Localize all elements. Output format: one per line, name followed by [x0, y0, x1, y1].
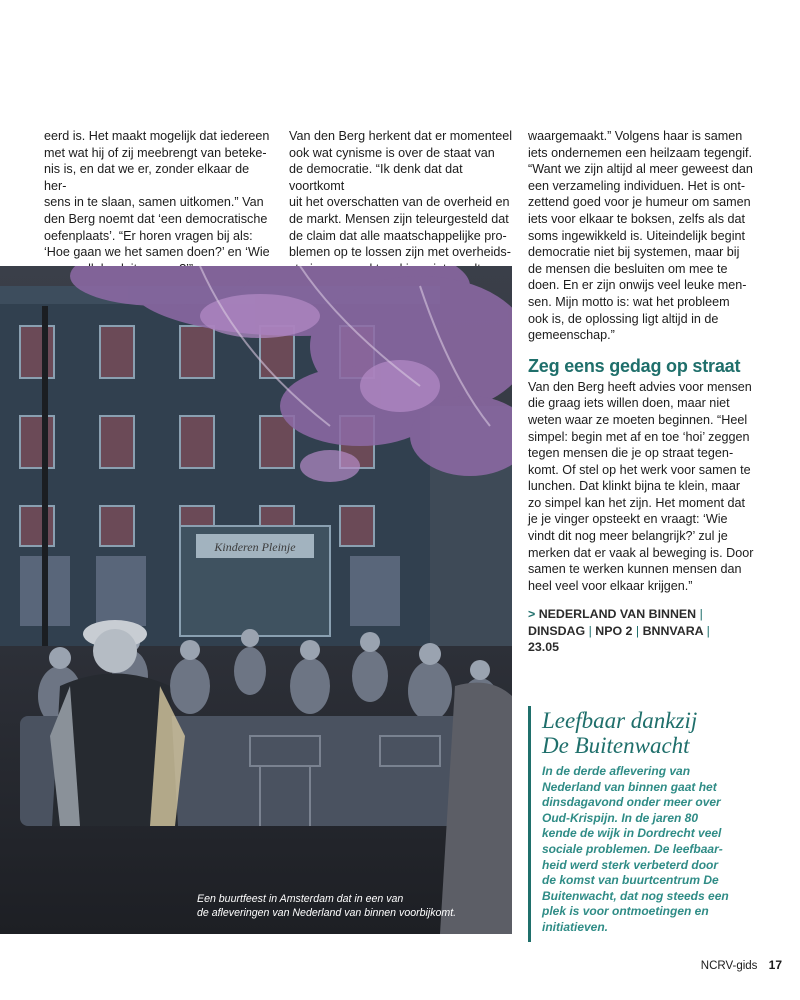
text-line: Van den Berg herkent dat er momenteel [289, 129, 513, 143]
text-line: waargemaakt.” Volgens haar is samen [528, 129, 743, 143]
text-line: weten waar ze moeten beginnen. “Heel [528, 412, 748, 427]
text-line: eerd is. Het maakt mogelijk dat iedereen [44, 129, 270, 143]
section-subheading: Zeg eens gedag op straat [528, 355, 741, 376]
text-line: ook wat cynisme is over de staat van [289, 145, 495, 160]
text-line: “Want we zijn altijd al meer geweest dan [528, 162, 753, 177]
text-line: heid werd sterk verbeterd door [542, 857, 719, 872]
article-photo [0, 266, 512, 934]
text-line: merken dat er vaak al beweging is. Door [528, 545, 754, 560]
text-line: gemeenschap.” [528, 328, 615, 343]
sidebar-title-line: De Buitenwacht [542, 733, 690, 758]
text-line: kende de wijk in Dordrecht veel [542, 826, 722, 841]
text-line: lunchen. Dat klinkt bijna te klein, maar [528, 479, 741, 494]
text-line: met wat hij of zij meebrengt van beteke- [44, 145, 267, 160]
text-line: blemen op te lossen zijn met overheids- [289, 245, 511, 260]
broadcast-time: 23.05 [528, 640, 560, 655]
text-line: sen. Mijn motto is: wat het probleem [528, 294, 730, 309]
broadcast-day: DINSDAG [528, 623, 586, 638]
text-line: simpel: begin met af en toe ‘hoi’ zeggen [528, 429, 750, 444]
separator: | [635, 623, 640, 638]
text-line: den Berg noemt dat ‘een democratische [44, 211, 268, 226]
page-footer [701, 958, 782, 972]
text-line: soms ingewikkeld is. Uiteindelijk begint [528, 228, 745, 243]
sidebar-body [542, 764, 778, 936]
arrow-icon: > [528, 607, 536, 622]
shop-sign-text: Kinderen Pleinje [214, 540, 296, 554]
text-line: tegen mensen die je op straat tegen- [528, 446, 734, 461]
text-line: ook is, de oplossing ligt altijd in de [528, 311, 719, 326]
page-number: 17 [768, 958, 782, 972]
text-line: heel veel voor elkaar krijgen.” [528, 578, 693, 593]
text-line: de komst van buurtcentrum De [542, 873, 719, 888]
photo-caption [197, 892, 507, 920]
text-line: komt. Of stel op het werk voor samen te [528, 462, 751, 477]
sidebar-title [542, 708, 778, 758]
text-line: een verzameling individuen. Het is ont- [528, 178, 746, 193]
text-line: uit het overschatten van de overheid en [289, 195, 510, 210]
text-line: de mensen die besluiten om mee te [528, 261, 728, 276]
text-line: Oud-Krispijn. In de jaren 80 [542, 810, 699, 825]
text-line: iets voor elkaar te boksen, zelfs als dat [528, 211, 746, 226]
text-line: In de derde aflevering van [542, 764, 691, 778]
text-line: zettend goed voor je humeur om samen [528, 195, 751, 210]
article-column-3 [528, 128, 768, 656]
article-column-2 [289, 128, 513, 277]
program-name: NEDERLAND VAN BINNEN [538, 607, 697, 622]
broadcaster-name: BNNVARA [642, 623, 704, 638]
caption-line: Een buurtfeest in Amsterdam dat in een van [197, 893, 404, 905]
street-party-illustration [0, 266, 512, 934]
text-line: ‘Hoe gaan we het samen doen?’ en ‘Wie [44, 245, 270, 260]
broadcast-channel: NPO 2 [595, 623, 633, 638]
separator: | [706, 623, 710, 638]
text-line: samen te werken kunnen mensen dan [528, 562, 742, 577]
caption-line: de afleveringen van Nederland van binnen voorbijkomt. [197, 907, 457, 919]
separator: | [699, 607, 703, 622]
text-line: Nederland van binnen gaat het [542, 779, 717, 794]
text-line: nis is, en dat we er, zonder elkaar de her- [44, 162, 250, 193]
text-line: de democratie. “Ik denk dat dat voortkomt [289, 162, 463, 193]
sidebar-title-line: Leefbaar dankzij [542, 708, 698, 733]
text-line: zo simpel kan het zijn. Het moment dat [528, 495, 745, 510]
text-line: iets ondernemen een heilzaam tegengif. [528, 145, 753, 160]
article-column-1 [44, 128, 270, 277]
broadcast-info [528, 606, 768, 655]
text-line: vindt dit nog meer belangrijk?’ zul je [528, 529, 728, 544]
text-line: Van den Berg heeft advies voor mensen [528, 379, 752, 394]
text-line: de markt. Mensen zijn teleurgesteld dat [289, 211, 509, 226]
text-line: democratie niet bij systemen, maar bij [528, 245, 740, 260]
sidebar-box [528, 706, 778, 942]
text-line: plek is voor ontmoetingen en [542, 904, 709, 919]
text-line: sens in te slaan, samen uitkomen.” Van [44, 195, 264, 210]
text-line: initiatieven. [542, 919, 609, 934]
text-line: oefenplaats’. “Er horen vragen bij als: [44, 228, 253, 243]
text-line: dinsdagavond onder meer over [542, 795, 721, 810]
text-line: Buitenwacht, dat nog steeds een [542, 888, 729, 903]
separator: | [588, 623, 592, 638]
text-line: sociale problemen. De leefbaar- [542, 841, 723, 856]
publication-name: NCRV-gids [700, 960, 758, 972]
text-line: doen. En er zijn onwijs veel leuke men- [528, 278, 747, 293]
text-line: de claim dat alle maatschappelijke pro- [289, 228, 507, 243]
text-line: die graag iets willen doen, maar niet [528, 396, 730, 411]
text-line: je je vinger opsteekt en vraagt: ‘Wie [528, 512, 728, 527]
